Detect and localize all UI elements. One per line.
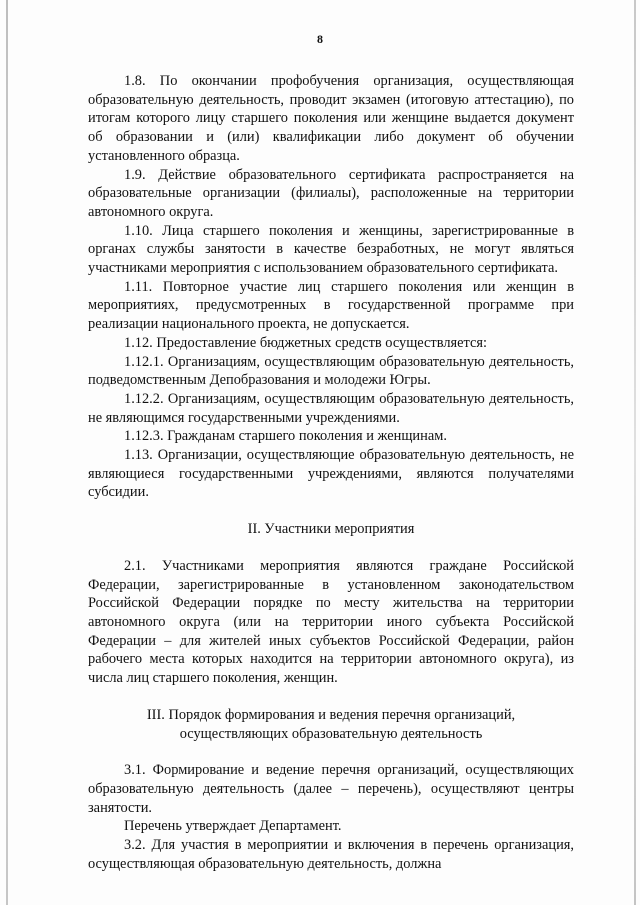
spacer xyxy=(88,502,574,520)
paragraph-1-11: 1.11. Повторное участие лиц старшего поколения или женщин в мероприятиях, предусмотренных в государственной программе при реализации национального проекта, не допускается. xyxy=(88,278,574,333)
paragraph-2-1: 2.1. Участниками мероприятия являются граждане Российской Федерации, зарегистрированные в установленном законодательством Российской Федерации порядке по месту жительства на территории автономного округа (или на территории иного субъекта Российской Федерации – для жителей иных субъектов Российской Федерации, район рабочего места которых находится на территории автономного округа), из числа лиц старшего поколения, женщин. xyxy=(88,557,574,687)
section-2-heading: II. Участники мероприятия xyxy=(247,521,415,538)
page-number: 8 xyxy=(317,32,323,46)
spacer xyxy=(88,539,574,557)
paragraph-3-2: 3.2. Для участия в мероприятии и включения в перечень организация, осуществляющая образовательную деятельность, должна xyxy=(88,837,574,872)
spacer xyxy=(88,688,574,706)
paragraph-1-8: 1.8. По окончании профобучения организация, осуществляющая образовательную деятельность, проводит экзамен (итоговую аттестацию), по итогам которого лицу старшего поколения или женщине выдается документ об образовании и (или) квалификации либо документ об обучении установленного образца. xyxy=(88,73,574,164)
paragraph-list-approval: Перечень утверждает Департамент. xyxy=(124,818,342,835)
paragraph-1-12: 1.12. Предоставление бюджетных средств осуществляется: xyxy=(124,334,487,351)
scan-edge-left xyxy=(6,0,8,905)
paragraph-1-13: 1.13. Организации, осуществляющие образовательную деятельность, не являющиеся государственными учреждениями, являются получателями субсидии. xyxy=(88,447,574,501)
paragraph-1-10: 1.10. Лица старшего поколения и женщины, зарегистрированные в органах службы занятости в качестве безработных, не могут являться участниками мероприятия с использованием образовательного сертификата. xyxy=(88,222,574,277)
paragraph-1-12-2: 1.12.2. Организациям, осуществляющим образовательную деятельность, не являющимся государственными учреждениями. xyxy=(88,390,574,426)
document-body xyxy=(88,72,574,873)
scan-edge-right xyxy=(634,0,636,905)
paragraph-1-12-3: 1.12.3. Гражданам старшего поколения и женщинам. xyxy=(124,428,447,445)
paragraph-1-9: 1.9. Действие образовательного сертификата распространяется на образовательные организации (филиалы), расположенные на территории автономного округа. xyxy=(88,166,574,220)
spacer xyxy=(88,743,574,761)
paragraph-3-1: 3.1. Формирование и ведение перечня организаций, осуществляющих образовательную деятельность (далее – перечень), осуществляют центры занятости. xyxy=(88,762,574,816)
section-3-heading-line-2: осуществляющих образовательную деятельность xyxy=(179,725,483,742)
paragraph-1-12-1: 1.12.1. Организациям, осуществляющим образовательную деятельность, подведомственным Депобразования и молодежи Югры. xyxy=(88,353,574,389)
section-3-heading-line-1: III. Порядок формирования и ведения перечня организаций, xyxy=(146,706,516,723)
